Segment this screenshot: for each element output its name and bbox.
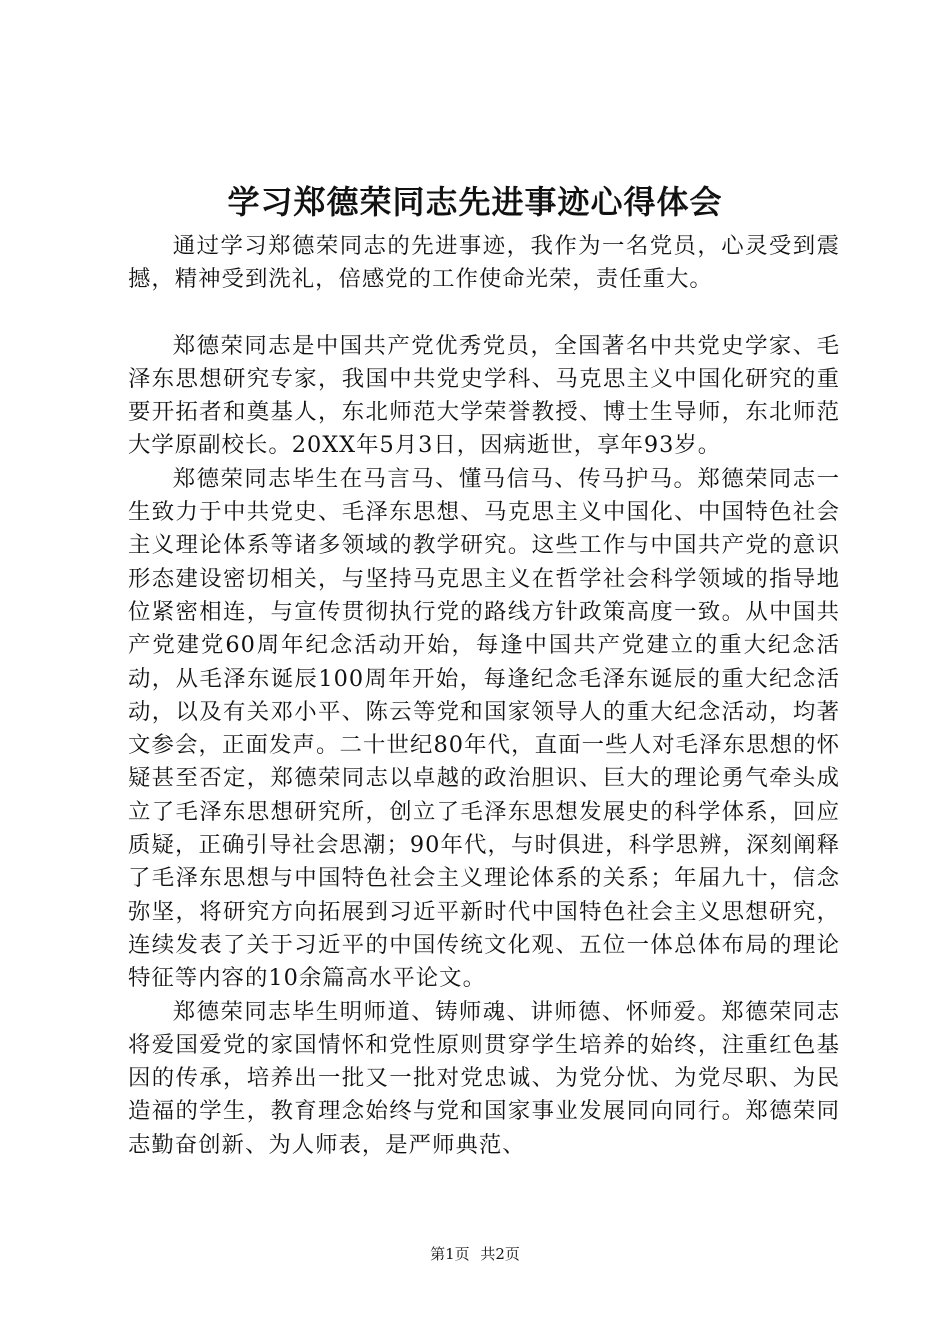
paragraph-teaching: 郑德荣同志毕生明师道、铸师魂、讲师德、怀师爱。郑德荣同志将爱国爱党的家国情怀和党性原则贯穿学生培养的始终，注重红色基因的传承，培养出一批又一批对党忠诚、为党分忧、为党尽职、为民造福的学生，教育理念始终与党和国家事业发展同向同行。郑德荣同志勤奋创新、为人师表，是严师典范、 bbox=[128, 998, 840, 1158]
page-number: 第1页 bbox=[430, 1245, 470, 1263]
page-footer bbox=[0, 1243, 950, 1265]
document-body bbox=[128, 230, 840, 1162]
paragraph-research: 郑德荣同志毕生在马言马、懂马信马、传马护马。郑德荣同志一生致力于中共党史、毛泽东思想、马克思主义中国化、中国特色社会主义理论体系等诸多领域的教学研究。这些工作与中国共产党的意识形态建设密切相关，与坚持马克思主义在哲学社会科学领域的指导地位紧密相连，与宣传贯彻执行党的路线方针政策高度一致。从中国共产党建党60周年纪念活动开始，每逢中国共产党建立的重大纪念活动，从毛泽东诞辰100周年开始，每逢纪念毛泽东诞辰的重大纪念活动，以及有关邓小平、陈云等党和国家领导人的重大纪念活动，均著文参会，正面发声。二十世纪80年代，直面一些人对毛泽东思想的怀疑甚至否定，郑德荣同志以卓越的政治胆识、巨大的理论勇气牵头成立了毛泽东思想研究所，创立了毛泽东思想发展史的科学体系，回应质疑，正确引导社会思潮；90年代，与时俱进，科学思辨，深刻阐释了毛泽东思想与中国特色社会主义理论体系的关系；年届九十，信念弥坚，将研究方向拓展到习近平新时代中国特色社会主义思想研究，连续发表了关于习近平的中国传统文化观、五位一体总体布局的理论特征等内容的10余篇高水平论文。 bbox=[128, 465, 840, 992]
page-total: 共2页 bbox=[480, 1245, 520, 1263]
paragraph-biography: 郑德荣同志是中国共产党优秀党员，全国著名中共党史学家、毛泽东思想研究专家，我国中共党史学科、马克思主义中国化研究的重要开拓者和奠基人，东北师范大学荣誉教授、博士生导师，东北师范大学原副校长。20XX年5月3日，因病逝世，享年93岁。 bbox=[128, 332, 840, 459]
paragraph-intro: 通过学习郑德荣同志的先进事迹，我作为一名党员，心灵受到震撼，精神受到洗礼，倍感党的工作使命光荣，责任重大。 bbox=[128, 233, 840, 293]
document-title: 学习郑德荣同志先进事迹心得体会 bbox=[227, 183, 723, 221]
